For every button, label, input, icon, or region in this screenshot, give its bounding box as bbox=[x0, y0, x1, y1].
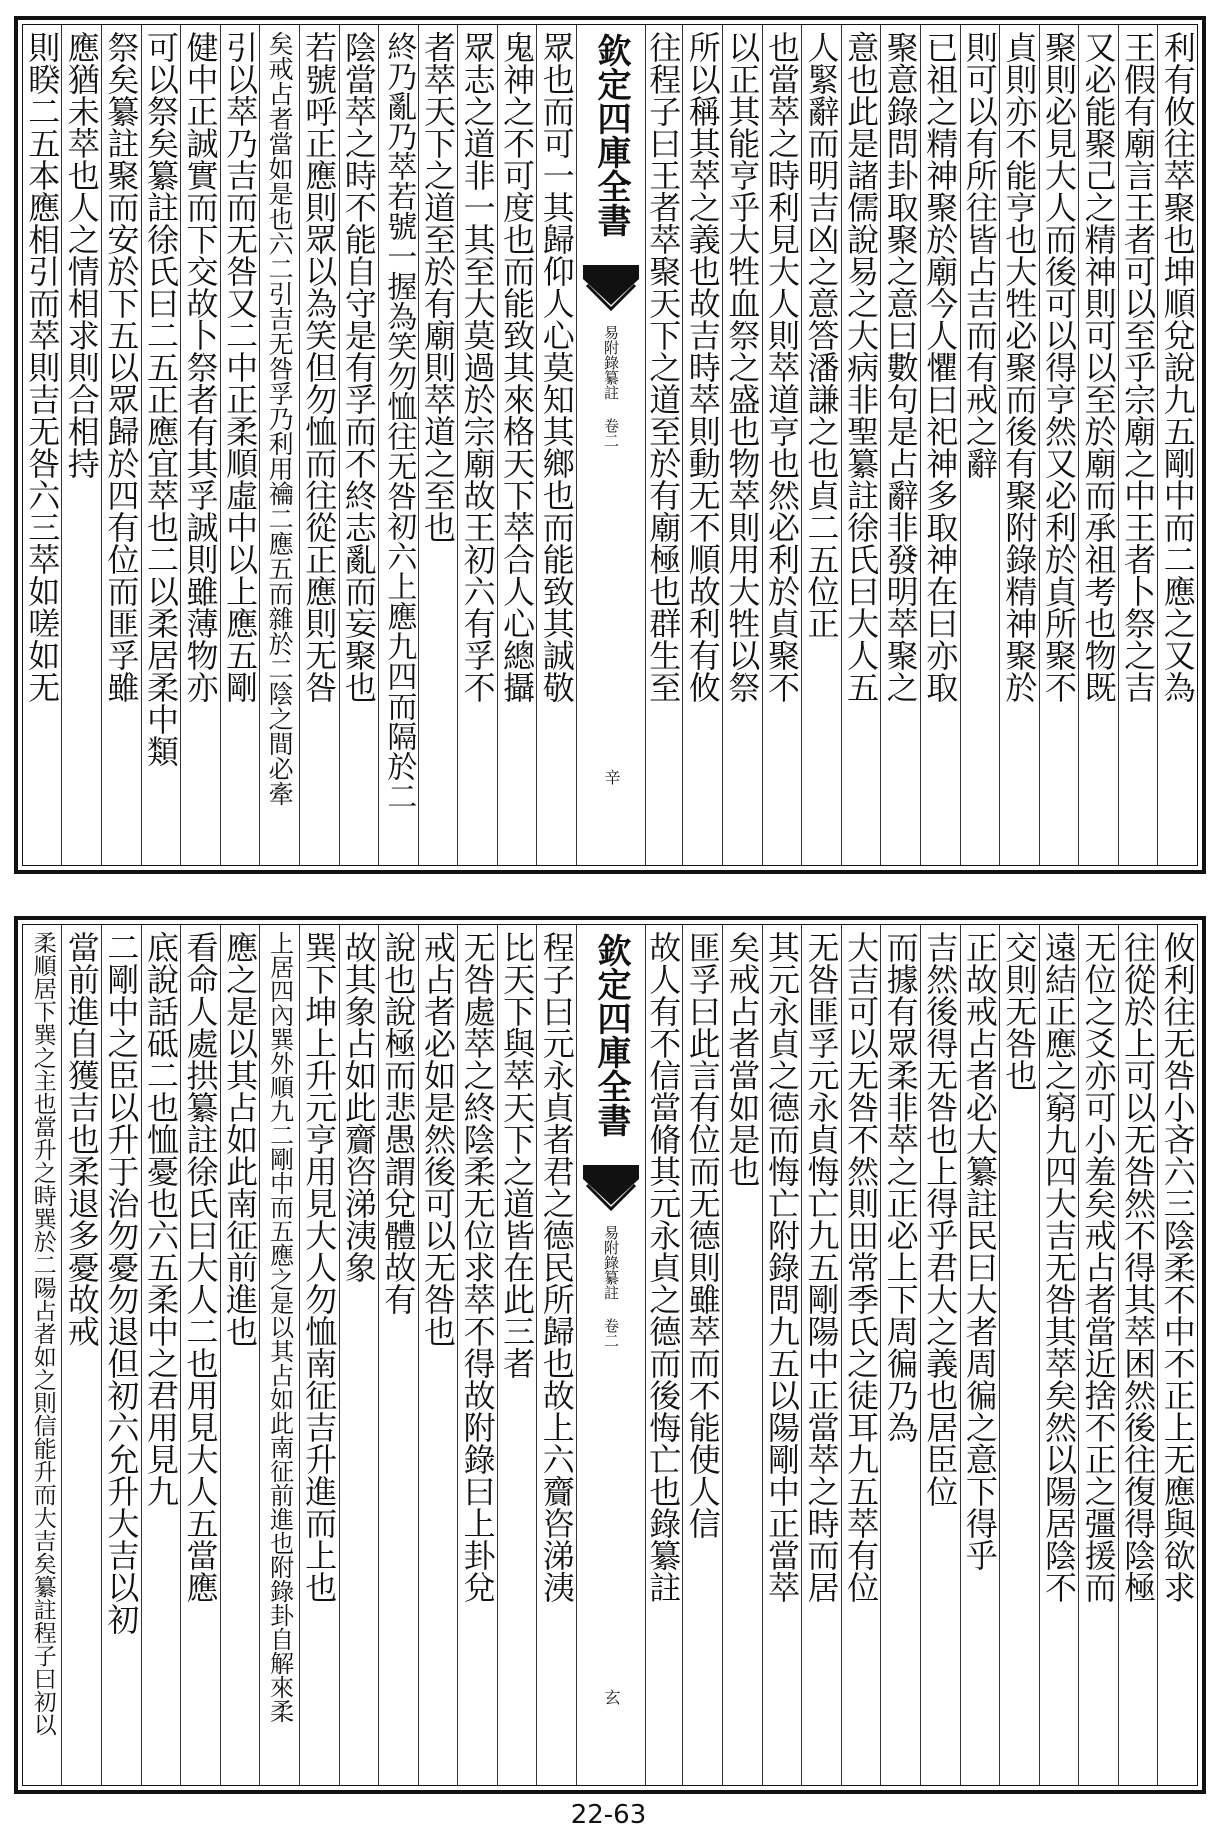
text-column: 往程子曰王者萃聚天下之道至於有廟極也群生至 bbox=[644, 31, 683, 703]
top-book-title: 欽定四庫全書 bbox=[591, 33, 631, 237]
text-column: 其元永貞之德而悔亡附錄問九五以陽剛中正當萃 bbox=[762, 925, 802, 1785]
text-column: 无咎處萃之終陰柔无位求萃不得故附錄曰上卦兌 bbox=[457, 925, 497, 1785]
text-column: 遠結正應之窮九四大吉无咎其萃矣然以陽居陰不 bbox=[1039, 925, 1079, 1785]
text-column: 聚則必見大人而後可以得亨然又必利於貞所聚不 bbox=[1039, 25, 1079, 865]
text-column: 故其象占如此齎咨涕洟象 bbox=[339, 925, 379, 1785]
footer-page-number: 22-63 bbox=[570, 1800, 647, 1830]
text-column: 戒占者必如是然後可以无咎也 bbox=[418, 925, 458, 1785]
text-column: 匪孚曰此言有位而无德則雖萃而不能使人信 bbox=[682, 925, 722, 1785]
text-column: 則可以有所往皆占吉而有戒之辭 bbox=[960, 25, 1000, 865]
text-column: 故人有不信當脩其元永貞之德而後悔亡也錄纂註 bbox=[644, 931, 683, 1603]
text-column: 无位之爻亦可小羞矣戒占者當近捨不正之彊援而 bbox=[1078, 925, 1118, 1785]
text-column: 引以萃乃吉而无咎又二中正柔順虛中以上應五剛 bbox=[220, 25, 260, 865]
text-column: 終乃亂乃萃若號一握為笑勿恤往无咎初六上應九四而隔於二 bbox=[378, 25, 418, 865]
text-column: 祭矣纂註聚而安於下五以眾歸於四有位而匪孚雖 bbox=[101, 25, 141, 865]
text-column: 也當萃之時利見大人則萃道亨也然必利於貞聚不 bbox=[762, 25, 802, 865]
text-column: 柔順居下巽之主也當升之時巽於二陽占者如之則信能升而大吉矣纂註程子曰初以 bbox=[29, 931, 56, 1736]
text-column: 王假有廟言王者可以至乎宗廟之中王者卜祭之吉 bbox=[1118, 25, 1158, 865]
text-column: 意也此是諸儒說易之大病非聖纂註徐氏曰大人五 bbox=[841, 25, 881, 865]
text-column: 若號呼正應則眾以為笑但勿恤而往從正應則无咎 bbox=[299, 25, 339, 865]
text-column: 應猶未萃也人之情相求則合相持 bbox=[61, 25, 101, 865]
text-column: 矣戒占者當如是也 bbox=[722, 925, 762, 1785]
bottom-left-half bbox=[23, 925, 610, 1785]
top-page-number: 辛 bbox=[602, 769, 621, 785]
text-column: 底說話砥二也恤憂也六五柔中之君用見九 bbox=[141, 925, 181, 1785]
top-volume-label: 易附錄纂註 卷二 bbox=[602, 325, 620, 448]
text-column: 者萃天下之道至於有廟則萃道之至也 bbox=[418, 25, 458, 865]
text-column: 无咎匪孚元永貞悔亡九五剛陽中正當萃之時而居 bbox=[801, 925, 841, 1785]
text-column: 比天下與萃天下之道皆在此三者 bbox=[497, 925, 537, 1785]
bottom-page bbox=[14, 916, 1206, 1794]
text-column: 利有攸往萃聚也坤順兌說九五剛中而二應之又為 bbox=[1157, 25, 1197, 865]
text-column: 巽下坤上升元亨用見大人勿恤南征吉升進而上也 bbox=[299, 925, 339, 1785]
text-column: 陰當萃之時不能自守是有孚而不終志亂而妄聚也 bbox=[339, 25, 379, 865]
text-column: 吉然後得无咎也上得乎君大之義也居臣位 bbox=[920, 925, 960, 1785]
text-column: 交則无咎也 bbox=[999, 925, 1039, 1785]
bottom-book-title: 欽定四庫全書 bbox=[591, 933, 631, 1137]
top-right-half bbox=[610, 25, 1197, 865]
text-column: 程子曰元永貞者君之德民所歸也故上六齎咨涕洟 bbox=[536, 925, 576, 1785]
text-column: 眾志之道非一其至大莫過於宗廟故王初六有孚不 bbox=[457, 25, 497, 865]
text-column: 所以稱其萃之義也故吉時萃則動无不順故利有攸 bbox=[682, 25, 722, 865]
top-left-half bbox=[23, 25, 610, 865]
bottom-right-half bbox=[610, 925, 1197, 1785]
text-column: 人緊辭而明吉凶之意答潘謙之也貞二五位正 bbox=[801, 25, 841, 865]
text-column: 正故戒占者必大纂註民曰大者周徧之意下得乎 bbox=[960, 925, 1000, 1785]
text-column: 應之是以其占如此南征前進也 bbox=[220, 925, 260, 1785]
text-column: 可以祭矣纂註徐氏曰二五正應宜萃也二以柔居柔中類 bbox=[141, 25, 181, 865]
text-column: 而據有眾柔非萃之正必上下周徧乃為 bbox=[880, 925, 920, 1785]
text-column: 健中正誠實而下交故卜祭者有其孚誠則雖薄物亦 bbox=[180, 25, 220, 865]
text-column: 鬼神之不可度也而能致其來格天下萃合人心總攝 bbox=[497, 25, 537, 865]
text-column: 說也說極而悲愚謂兌體故有 bbox=[378, 925, 418, 1785]
top-page bbox=[14, 16, 1206, 874]
text-column: 已祖之精神聚於廟今人懼曰祀神多取神在曰亦取 bbox=[920, 25, 960, 865]
text-column: 則睽二五本應相引而萃則吉无咎六三萃如嗟如无 bbox=[23, 31, 62, 703]
bottom-volume-label: 易附錄纂註 卷二 bbox=[602, 1225, 620, 1348]
text-column: 貞則亦不能亨也大牲必聚而後有聚附錄精神聚於 bbox=[999, 25, 1039, 865]
text-column: 矣戒占者當如是也六二引吉无咎孚乃利用禴二應五而雜於二陰之間必牽 bbox=[259, 25, 299, 865]
text-column: 當前進自獲吉也柔退多憂故戒 bbox=[61, 925, 101, 1785]
text-column: 以正其能亨乎大牲血祭之盛也物萃則用大牲以祭 bbox=[722, 25, 762, 865]
text-column: 往從於上可以无咎然不得其萃困然後往復得陰極 bbox=[1118, 925, 1158, 1785]
bottom-page-number: 玄 bbox=[602, 1689, 621, 1705]
text-column: 大吉可以无咎不然則田常季氏之徒耳九五萃有位 bbox=[841, 925, 881, 1785]
text-column: 聚意錄問卦取聚之意曰數句是占辭非發明萃聚之 bbox=[880, 25, 920, 865]
text-column: 看命人處拱纂註徐氏曰大人二也用見大人五當應 bbox=[180, 925, 220, 1785]
text-column: 上居四內巽外順九二剛中而五應之是以其占如此南征前進也附錄卦自解來柔 bbox=[259, 925, 299, 1785]
text-column: 眾也而可一其歸仰人心莫知其鄉也而能致其誠敬 bbox=[536, 25, 576, 865]
text-column: 二剛中之臣以升于治勿憂勿退但初六允升大吉以初 bbox=[101, 925, 141, 1785]
text-column: 攸利往无咎小吝六三陰柔不中不正上无應與欲求 bbox=[1157, 925, 1197, 1785]
text-column: 又必能聚己之精神則可以至於廟而承祖考也物既 bbox=[1078, 25, 1118, 865]
